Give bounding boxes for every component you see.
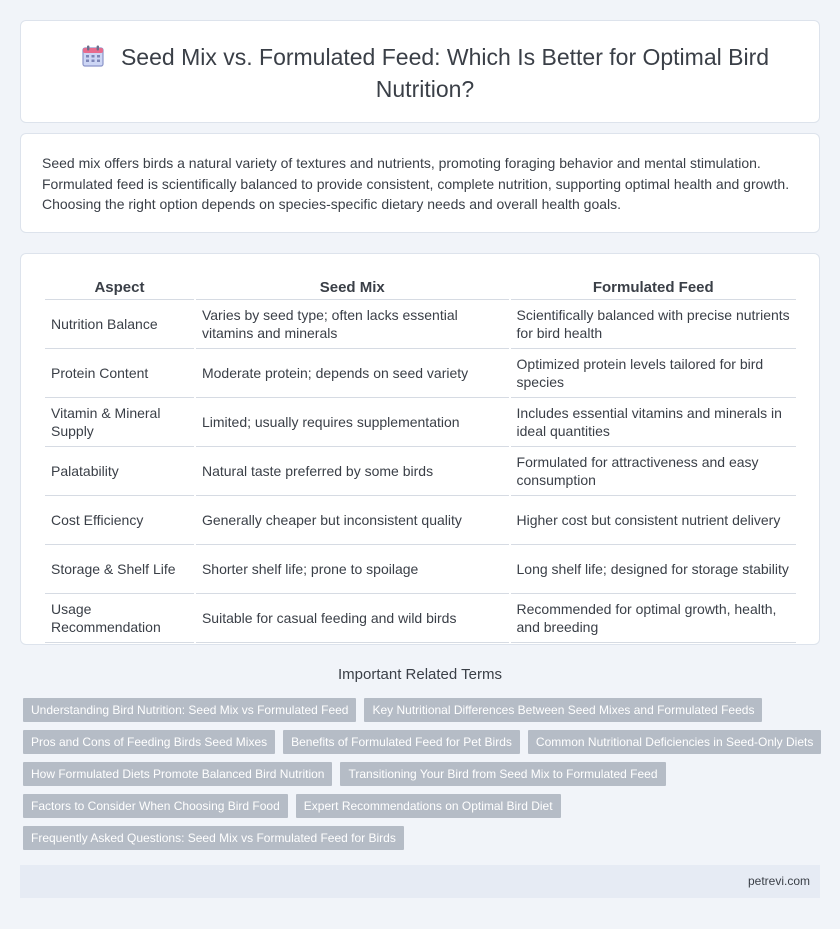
tag-row: [23, 826, 823, 850]
related-term-tag[interactable]: How Formulated Diets Promote Balanced Bird Nutrition: [23, 762, 332, 786]
related-terms-title: Important Related Terms: [338, 666, 502, 683]
cell-formulated-feed: Includes essential vitamins and minerals in ideal quantities: [511, 398, 796, 447]
comparison-card: [20, 253, 820, 645]
table-row: [45, 545, 796, 594]
page-title: Seed Mix vs. Formulated Feed: Which Is Better for Optimal Bird Nutrition?: [120, 44, 770, 102]
intro-paragraph: Seed mix offers birds a natural variety of textures and nutrients, promoting foraging behavior and mental stimulation. Formulated feed is scientifically balanced to provide consistent, complete nutrition, supporting optimal health and growth. Choosing the right option depends on species-specific dietary needs and overall health goals.: [42, 155, 790, 212]
cell-aspect: Cost Efficiency: [45, 496, 194, 545]
cell-aspect: Palatability: [45, 447, 194, 496]
cell-aspect: Storage & Shelf Life: [45, 545, 194, 594]
table-row: [45, 398, 796, 447]
cell-formulated-feed: Recommended for optimal growth, health, and breeding: [511, 594, 796, 643]
related-term-tag[interactable]: Understanding Bird Nutrition: Seed Mix vs Formulated Feed: [23, 698, 356, 722]
related-term-tag[interactable]: Common Nutritional Deficiencies in Seed-Only Diets: [528, 730, 821, 754]
cell-aspect: Usage Recommendation: [45, 594, 194, 643]
table-row: [45, 300, 796, 349]
cell-aspect: Vitamin & Mineral Supply: [45, 398, 194, 447]
cell-formulated-feed: Optimized protein levels tailored for bird species: [511, 349, 796, 398]
tag-row: [23, 730, 823, 754]
table-row: [45, 349, 796, 398]
table-row: [45, 496, 796, 545]
comparison-table: [43, 278, 798, 643]
cell-seed-mix: Varies by seed type; often lacks essential vitamins and minerals: [196, 300, 509, 349]
related-term-tag[interactable]: Frequently Asked Questions: Seed Mix vs Formulated Feed for Birds: [23, 826, 404, 850]
intro-card: [20, 133, 820, 233]
footer: [20, 865, 820, 898]
table-row: [45, 447, 796, 496]
header-aspect: Aspect: [45, 278, 194, 300]
related-term-tag[interactable]: Pros and Cons of Feeding Birds Seed Mixes: [23, 730, 275, 754]
tag-row: [23, 794, 823, 818]
cell-seed-mix: Natural taste preferred by some birds: [196, 447, 509, 496]
cell-seed-mix: Limited; usually requires supplementation: [196, 398, 509, 447]
table-row: [45, 594, 796, 643]
header-seed-mix: Seed Mix: [196, 278, 509, 300]
footer-site[interactable]: petrevi.com: [747, 874, 810, 888]
related-term-tag[interactable]: Factors to Consider When Choosing Bird Food: [23, 794, 288, 818]
related-terms-list: [23, 698, 823, 858]
cell-formulated-feed: Scientifically balanced with precise nutrients for bird health: [511, 300, 796, 349]
table-header-row: [45, 278, 796, 300]
related-term-tag[interactable]: Benefits of Formulated Feed for Pet Birds: [283, 730, 520, 754]
tag-row: [23, 762, 823, 786]
cell-seed-mix: Shorter shelf life; prone to spoilage: [196, 545, 509, 594]
cell-formulated-feed: Higher cost but consistent nutrient delivery: [511, 496, 796, 545]
tag-row: [23, 698, 823, 722]
cell-aspect: Nutrition Balance: [45, 300, 194, 349]
title-card: [20, 20, 820, 123]
related-term-tag[interactable]: Expert Recommendations on Optimal Bird Diet: [296, 794, 561, 818]
page-title-wrap: [61, 43, 789, 104]
cell-formulated-feed: Formulated for attractiveness and easy consumption: [511, 447, 796, 496]
cell-seed-mix: Moderate protein; depends on seed variety: [196, 349, 509, 398]
calendar-icon: [81, 44, 105, 75]
cell-formulated-feed: Long shelf life; designed for storage stability: [511, 545, 796, 594]
cell-aspect: Protein Content: [45, 349, 194, 398]
related-term-tag[interactable]: Transitioning Your Bird from Seed Mix to Formulated Feed: [340, 762, 665, 786]
cell-seed-mix: Suitable for casual feeding and wild birds: [196, 594, 509, 643]
cell-seed-mix: Generally cheaper but inconsistent quality: [196, 496, 509, 545]
header-formulated-feed: Formulated Feed: [511, 278, 796, 300]
related-term-tag[interactable]: Key Nutritional Differences Between Seed Mixes and Formulated Feeds: [364, 698, 762, 722]
